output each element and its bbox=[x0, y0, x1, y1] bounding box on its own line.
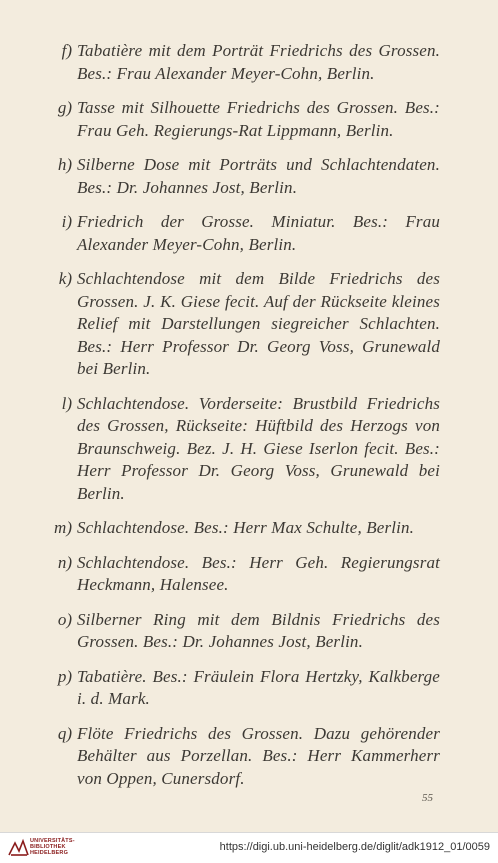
entry-text: Flöte Friedrichs des Grossen. Dazu gehörender Behälter aus Porzellan. Bes.: Herr Kammerherr von Oppen, Cunersdorf. bbox=[77, 723, 440, 788]
entry-text: Schlachtendose. Vorderseite: Brustbild Friedrichs des Grossen, Rückseite: Hüftbild des Herzogs von Braunschweig. Bez. J. H. Giese Iserlon fecit. Bes.: Herr Professor Dr. Georg Voss, Grunewald bei Berlin. bbox=[77, 393, 440, 503]
entry-text: Schlachtendose mit dem Bilde Friedrichs des Grossen. J. K. Giese fecit. Auf der Rückseite kleines Relief mit Darstellungen siegreicher Schlachten. Bes.: Herr Professor Dr. Georg Voss, Grunewald bei Berlin. bbox=[77, 269, 440, 378]
entry-letter: i) bbox=[61, 212, 72, 231]
list-item bbox=[0, 268, 498, 381]
entry-text: Silberne Dose mit Porträts und Schlachtendaten. Bes.: Dr. Johannes Jost, Berlin. bbox=[77, 155, 440, 197]
entry-letter: p) bbox=[57, 666, 72, 686]
entry-letter: l) bbox=[61, 393, 72, 413]
list-item bbox=[0, 393, 498, 506]
entry-list bbox=[0, 40, 498, 802]
logo-line: BIBLIOTHEK bbox=[30, 844, 66, 850]
entry-letter: g) bbox=[57, 98, 72, 117]
entry-text: Schlachtendose. Bes.: Herr Geh. Regierungsrat Heckmann, Halensee. bbox=[77, 552, 440, 594]
entry-letter: f) bbox=[61, 41, 72, 60]
list-item bbox=[0, 211, 498, 256]
list-item bbox=[0, 40, 498, 85]
library-logo-text bbox=[30, 838, 75, 856]
entry-letter: q) bbox=[57, 723, 72, 743]
entry-letter: k) bbox=[58, 269, 72, 288]
list-item bbox=[0, 97, 498, 142]
permalink-url[interactable]: https://digi.ub.uni-heidelberg.de/diglit/adk1912_01/0059 bbox=[219, 841, 490, 853]
logo-line: UNIVERSITÄTS- bbox=[30, 838, 75, 844]
entry-letter: m) bbox=[54, 518, 72, 537]
page-number: 55 bbox=[422, 792, 433, 804]
entry-letter: n) bbox=[57, 552, 72, 572]
list-item bbox=[0, 517, 498, 540]
entry-letter: h) bbox=[57, 155, 72, 174]
logo-line: HEIDELBERG bbox=[30, 850, 69, 856]
list-item bbox=[0, 723, 498, 791]
entry-text: Schlachtendose. Bes.: Herr Max Schulte, Berlin. bbox=[77, 518, 415, 537]
list-item bbox=[0, 552, 498, 597]
list-item bbox=[0, 609, 498, 654]
entry-text: Tabatière mit dem Porträt Friedrichs des Grossen. Bes.: Frau Alexander Meyer-Cohn, Berlin. bbox=[77, 41, 440, 83]
list-item bbox=[0, 154, 498, 199]
entry-text: Silberner Ring mit dem Bildnis Friedrichs des Grossen. Bes.: Dr. Johannes Jost, Berlin. bbox=[77, 609, 440, 651]
entry-text: Tasse mit Silhouette Friedrichs des Grossen. Bes.: Frau Geh. Regierungs-Rat Lippmann, Berlin. bbox=[77, 98, 440, 140]
list-item bbox=[0, 666, 498, 711]
entry-text: Friedrich der Grosse. Miniatur. Bes.: Frau Alexander Meyer-Cohn, Berlin. bbox=[77, 212, 440, 254]
entry-text: Tabatière. Bes.: Fräulein Flora Hertzky, Kalkberge i. d. Mark. bbox=[77, 666, 440, 708]
viewer-footer bbox=[0, 832, 498, 863]
entry-letter: o) bbox=[57, 609, 72, 629]
